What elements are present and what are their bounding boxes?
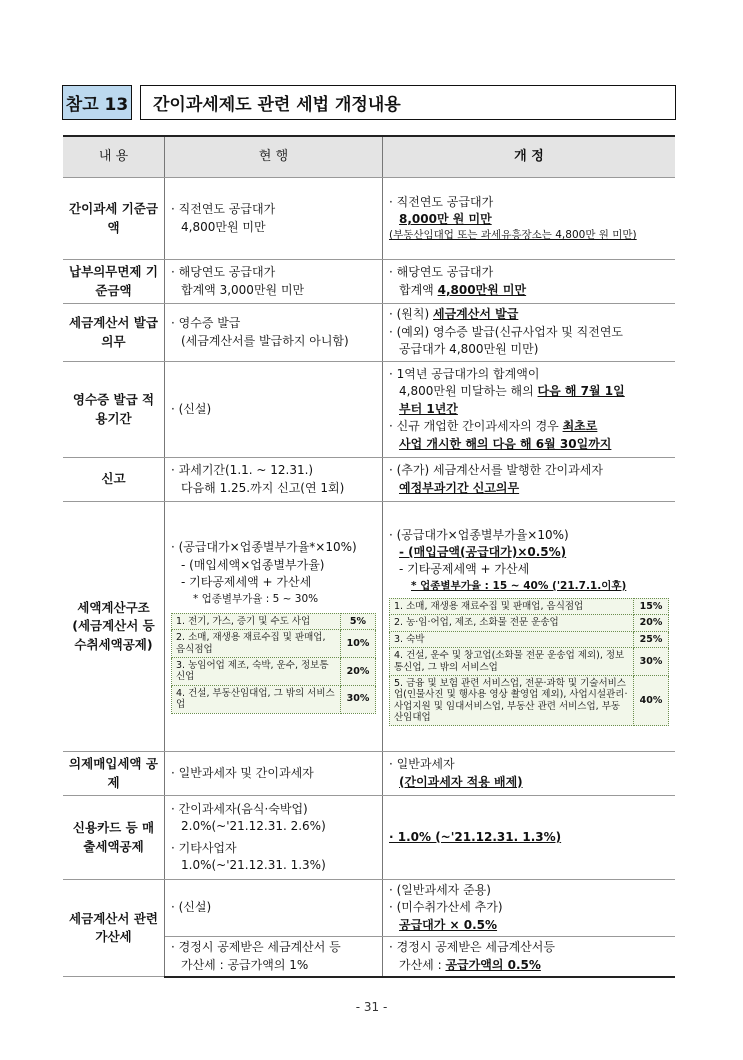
table-row xyxy=(63,304,675,362)
text-line: 예정부과기간 신고의무 xyxy=(399,480,520,495)
text-line: · 직전연도 공급대가 xyxy=(171,202,276,217)
revised-cell xyxy=(383,458,676,502)
header-content: 내 용 xyxy=(63,136,165,178)
text-line: · 일반과세자 및 간이과세자 xyxy=(171,765,314,780)
rate-pct: 30% xyxy=(634,648,669,676)
text-part: 세금계산서 발급 xyxy=(433,307,519,322)
text-line: · (공급대가×업종별부가율×10%) xyxy=(389,527,569,542)
row-category: 간이과세 기준금액 xyxy=(63,178,165,260)
rate-pct: 15% xyxy=(634,598,669,614)
rate-pct: 10% xyxy=(341,630,376,658)
text-line: · (신설) xyxy=(171,900,212,915)
text-line: (부동산임대업 또는 과세유흥장소는 4,800만 원 미만) xyxy=(389,229,637,242)
rate-row xyxy=(390,648,669,676)
text-line: · (공급대가×업종별부가율*×10%) xyxy=(171,540,357,555)
text-part: 최초로 xyxy=(562,419,598,434)
text-line: · 영수증 발급 xyxy=(171,316,241,331)
current-cell xyxy=(165,362,383,458)
text-line: 공급대가 4,800만원 미만) xyxy=(399,342,539,357)
text-line: · 기타사업자 xyxy=(171,840,237,855)
text-line: 2.0%(~'21.12.31. 2.6%) xyxy=(181,819,326,834)
rate-pct: 25% xyxy=(634,631,669,647)
row-category: 신고 xyxy=(63,458,165,502)
title-row xyxy=(62,85,676,122)
text-line: · 경정시 공제받은 세금계산서 등 xyxy=(171,940,341,955)
revised-cell xyxy=(383,752,676,796)
text-line: 공급대가 × 0.5% xyxy=(399,917,498,932)
revised-cell xyxy=(383,260,676,304)
text-part: 가산세 : xyxy=(399,957,446,972)
revised-rate-table xyxy=(389,598,669,727)
text-line: · (신설) xyxy=(171,401,212,416)
revised-cell xyxy=(383,880,676,937)
current-cell xyxy=(165,304,383,362)
text-line: 사업 개시한 해의 다음 해 6월 30일까지 xyxy=(399,436,612,451)
rate-name: 2. 소매, 재생용 재료수집 및 판매업, 음식점업 xyxy=(172,630,341,658)
text-line: - 기타공제세액 + 가산세 xyxy=(181,575,312,590)
text-part: · (원칙) xyxy=(389,307,433,322)
current-cell xyxy=(165,937,383,977)
rate-name: 5. 금융 및 보험 관련 서비스업, 전문·과학 및 기술서비스업(인물사진 및 행사용 영상 촬영업 제외), 사업시설관리·사업지원 및 임대서비스업, 부동산 관련 서비스업, 부동산임대업 xyxy=(390,675,634,726)
text-part: 4,800만원 미달하는 해의 xyxy=(399,384,538,399)
row-category: 세액계산구조 (세금계산서 등 수취세액공제) xyxy=(63,502,165,752)
current-cell xyxy=(165,502,383,752)
rate-name: 4. 건설, 부동산임대업, 그 밖의 서비스업 xyxy=(172,685,341,713)
current-cell xyxy=(165,458,383,502)
rate-row xyxy=(172,658,376,686)
text-line: · 1역년 공급대가의 합계액이 xyxy=(389,367,540,382)
row-category: 영수증 발급 적용기간 xyxy=(63,362,165,458)
rate-name: 3. 농임어업 제조, 숙박, 운수, 정보통신업 xyxy=(172,658,341,686)
text-line: · 간이과세자(음식·숙박업) xyxy=(171,801,308,816)
current-cell xyxy=(165,752,383,796)
table-row xyxy=(63,260,675,304)
text-line: 8,000만 원 미만 xyxy=(399,211,492,226)
rate-row xyxy=(390,631,669,647)
text-part: 합계액 xyxy=(399,282,438,297)
rate-name: 1. 소매, 재생용 재료수집 및 판매업, 음식점업 xyxy=(390,598,634,614)
rate-row xyxy=(172,630,376,658)
text-line: 부터 1년간 xyxy=(399,401,458,416)
current-rate-table xyxy=(171,613,376,714)
rate-name: 1. 전기, 가스, 증기 및 수도 사업 xyxy=(172,613,341,629)
current-cell xyxy=(165,796,383,880)
text-line: · (일반과세자 준용) xyxy=(389,883,491,897)
row-category: 세금계산서 관련 가산세 xyxy=(63,880,165,977)
rate-row xyxy=(390,675,669,726)
current-cell xyxy=(165,178,383,260)
text-line: · (미수취가산세 추가) xyxy=(389,900,503,915)
row-category: 세금계산서 발급의무 xyxy=(63,304,165,362)
page-title: 간이과세제도 관련 세법 개정내용 xyxy=(140,85,676,120)
rate-name: 4. 건설, 운수 및 창고업(소화물 전문 운송업 제외), 정보통신업, 그 밖의 서비스업 xyxy=(390,648,634,676)
rate-row xyxy=(390,615,669,631)
table-row xyxy=(63,502,675,752)
text-part: 다음 해 7월 1일 xyxy=(537,384,625,399)
text-line: (간이과세자 적용 배제) xyxy=(399,774,523,789)
reference-tag: 참고 13 xyxy=(62,85,132,120)
text-part: 공급가액의 0.5% xyxy=(445,957,541,972)
revised-cell xyxy=(383,796,676,880)
text-part: · 신규 개업한 간이과세자의 경우 xyxy=(389,419,563,434)
table-header xyxy=(63,136,675,178)
text-line: 가산세 : 공급가액의 1% xyxy=(181,957,309,972)
rate-pct: 20% xyxy=(341,658,376,686)
text-line: 4,800만원 미만 xyxy=(181,219,266,234)
text-line: (세금계산서를 발급하지 아니함) xyxy=(181,333,349,348)
row-category: 납부의무면제 기준금액 xyxy=(63,260,165,304)
text-line: · 1.0% (~'21.12.31. 1.3%) xyxy=(389,829,562,844)
table-row xyxy=(63,178,675,260)
table-row xyxy=(63,752,675,796)
rate-pct: 30% xyxy=(341,685,376,713)
current-cell xyxy=(165,260,383,304)
revised-cell xyxy=(383,178,676,260)
text-line: - 기타공제세액 + 가산세 xyxy=(399,562,530,577)
text-line: 다음해 1.25.까지 신고(연 1회) xyxy=(181,480,345,495)
text-line: · 과세기간(1.1. ~ 12.31.) xyxy=(171,463,314,478)
text-line: 합계액 3,000만원 미만 xyxy=(181,282,305,297)
rate-pct: 20% xyxy=(634,615,669,631)
table-row xyxy=(63,796,675,880)
rate-name: 3. 숙박 xyxy=(390,631,634,647)
rate-name: 2. 농·임·어업, 제조, 소화물 전문 운송업 xyxy=(390,615,634,631)
text-line: · 일반과세자 xyxy=(389,757,455,772)
rate-pct: 5% xyxy=(341,613,376,629)
text-line: · (예외) 영수증 발급(신규사업자 및 직전연도 xyxy=(389,324,623,339)
text-line: * 업종별부가율 : 5 ~ 30% xyxy=(193,592,319,605)
text-line: · (추가) 세금계산서를 발행한 간이과세자 xyxy=(389,463,603,478)
revised-cell xyxy=(383,362,676,458)
comparison-table xyxy=(63,135,675,978)
header-revised: 개 정 xyxy=(383,136,676,178)
text-line: · 해당연도 공급대가 xyxy=(171,265,276,280)
text-line: * 업종별부가율 : 15 ~ 40% ('21.7.1.이후) xyxy=(411,579,627,592)
text-line: · 해당연도 공급대가 xyxy=(389,265,494,280)
rate-row xyxy=(172,685,376,713)
revised-cell xyxy=(383,304,676,362)
row-category: 의제매입세액 공제 xyxy=(63,752,165,796)
text-line: 1.0%(~'21.12.31. 1.3%) xyxy=(181,857,326,872)
revised-cell xyxy=(383,937,676,977)
text-line: · 경정시 공제받은 세금계산서등 xyxy=(389,940,555,955)
rate-row xyxy=(172,613,376,629)
rate-pct: 40% xyxy=(634,675,669,726)
text-line: · 직전연도 공급대가 xyxy=(389,194,494,209)
text-line: - (매입금액(공급대가)×0.5%) xyxy=(399,544,567,559)
table-row xyxy=(63,880,675,937)
row-category: 신용카드 등 매출세액공제 xyxy=(63,796,165,880)
table-row xyxy=(63,362,675,458)
current-cell xyxy=(165,880,383,937)
text-part: 4,800만원 미만 xyxy=(437,282,527,297)
rate-row xyxy=(390,598,669,614)
page-number: - 31 - xyxy=(355,1000,388,1014)
header-current: 현 행 xyxy=(165,136,383,178)
text-line: - (매입세액×업종별부가율) xyxy=(181,557,325,572)
table-row xyxy=(63,458,675,502)
revised-cell xyxy=(383,502,676,752)
